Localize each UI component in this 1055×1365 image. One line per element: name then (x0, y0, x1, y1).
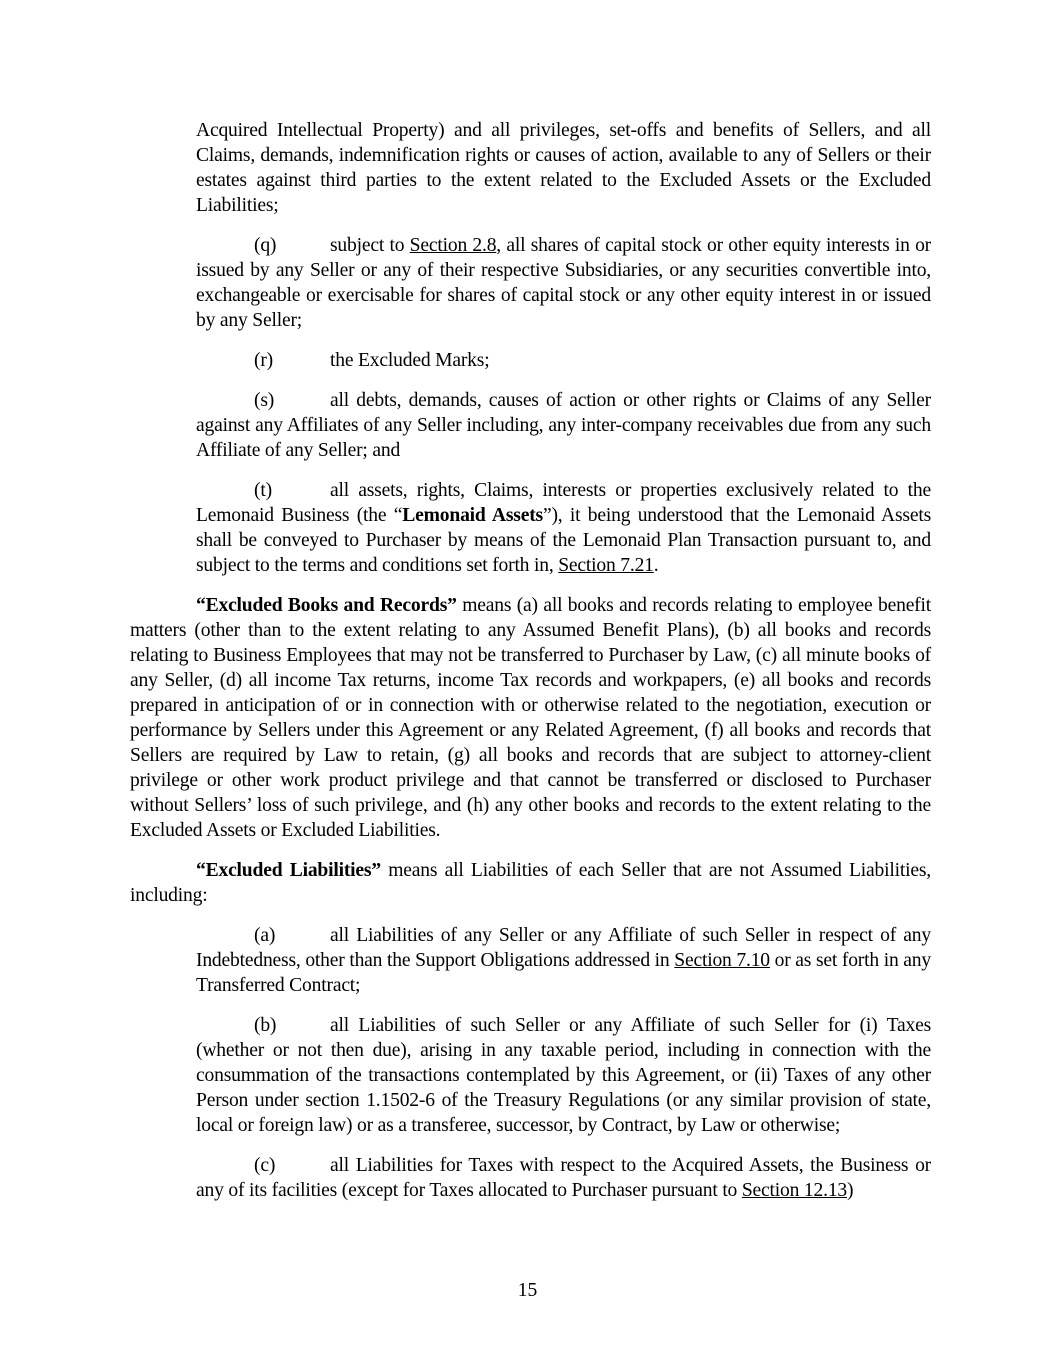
clause-b-label: (b) (254, 1015, 277, 1036)
text-run: subject to (330, 235, 410, 256)
text-run: means all Liabilities of each Seller that are not Assumed Liabilities, including: (130, 860, 931, 906)
clause-b (196, 1013, 931, 1138)
section-12-13-reference: Section 12.13 (741, 1180, 848, 1201)
text-run: ”), it being understood that the Lemonaid Assets shall be conveyed to Purchaser by means of the Lemonaid Plan Transaction pursuant to, and subject to the terms and conditions set forth in, (196, 505, 932, 576)
clause-r-label: (r) (254, 350, 273, 371)
text-run: means (a) all books and records relating to employee benefit matters (other than to the extent relating to any Assumed Benefit Plans), (b) all books and records relating to Business Employees that may not be transferred to Purchaser by Law, (c) all minute books of any Seller, (d) all income Tax returns, income Tax records and workpapers, (e) all books and records prepared in anticipation of or in connection with or otherwise related to the negotiation, execution or performance by Sellers under this Agreement or any Related Agreement, (f) all books and records that Sellers are required by Law to retain, (g) all books and records that are subject to attorney-client privilege or other work product privilege and that cannot be transferred or disclosed to Purchaser without Sellers’ loss of such privilege, and (h) any other books and records to the extent relating to the Excluded Assets or Excluded Liabilities. (130, 595, 931, 841)
text-run: or as set forth in any Transferred Contract; (196, 950, 931, 996)
text-run: the Excluded Marks; (330, 350, 490, 371)
definition-excluded-liabilities (130, 858, 931, 908)
clause-s-label: (s) (254, 390, 275, 411)
clause-s (196, 388, 931, 463)
defined-term-excluded-books-and-records: “Excluded Books and Records” (196, 595, 457, 616)
paragraph-excluded-assets-continuation (196, 118, 931, 218)
text-run: ) (847, 1180, 854, 1201)
text-run: Acquired Intellectual Property) and all privileges, set-offs and benefits of Sellers, and all Claims, demands, indemnification rights or causes of action, available to any of Sellers or their estates against third parties to the extent related to the Excluded Assets or the Excluded Liabilities; (196, 120, 931, 216)
page-number: 15 (517, 1280, 538, 1301)
text-run: all Liabilities of any Seller or any Affiliate of such Seller in respect of any Indebtedness, other than the Support Obligations addressed in (196, 925, 931, 971)
clause-a (196, 923, 931, 998)
clause-c-label: (c) (254, 1155, 276, 1176)
text-run: , all shares of capital stock or other equity interests in or issued by any Seller or any of their respective Subsidiaries, or any securities convertible into, exchangeable or exercisable for shares of capital stock or any other equity interest in or issued by any Seller; (196, 235, 931, 331)
clause-q-label: (q) (254, 235, 277, 256)
clause-q (196, 233, 931, 333)
defined-term-lemonaid-assets: Lemonaid Assets (402, 505, 543, 526)
section-2-8-reference: Section 2.8 (409, 235, 497, 256)
text-run: all Liabilities of such Seller or any Affiliate of such Seller for (i) Taxes (whether or not then due), arising in any taxable period, including in connection with the consummation of the transactions contemplated by this Agreement, or (ii) Taxes of any other Person under section 1.1502-6 of the Treasury Regulations (or any similar provision of state, local or foreign law) or as a transferee, successor, by Contract, by Law or otherwise; (196, 1015, 931, 1136)
section-7-21-reference: Section 7.21 (558, 555, 654, 576)
clause-a-label: (a) (254, 925, 276, 946)
text-run: . (653, 555, 659, 576)
section-7-10-reference: Section 7.10 (674, 950, 770, 971)
defined-term-excluded-liabilities: “Excluded Liabilities” (196, 860, 381, 881)
clause-c (196, 1153, 931, 1203)
page-content (130, 118, 931, 1218)
clause-t (196, 478, 931, 578)
clause-t-label: (t) (254, 480, 272, 501)
text-run: all debts, demands, causes of action or other rights or Claims of any Seller against any Affiliates of any Seller including, any inter-company receivables due from any such Affiliate of any Seller; and (196, 390, 931, 461)
definition-excluded-books-and-records (130, 593, 931, 843)
text-run: all assets, rights, Claims, interests or properties exclusively related to the Lemonaid Business (the “ (196, 480, 931, 526)
clause-r (196, 348, 931, 373)
text-run: all Liabilities for Taxes with respect to the Acquired Assets, the Business or any of its facilities (except for Taxes allocated to Purchaser pursuant to (196, 1155, 931, 1201)
